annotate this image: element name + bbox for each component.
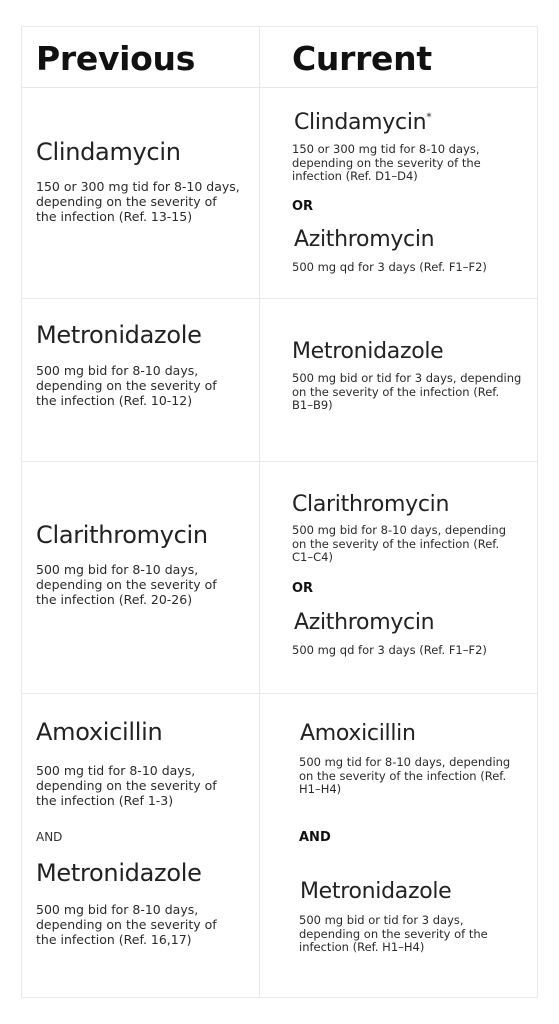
previous-cell <box>22 88 260 298</box>
drug-name: Metronidazole <box>36 321 202 349</box>
dosage-text: 500 mg bid for 8-10 days, depending on the severity of the infection (Ref. 10-12) <box>36 363 217 408</box>
comparison-table <box>21 26 538 998</box>
dosage-text: 150 or 300 mg tid for 8-10 days, depending on the severity of the infection (Ref. 13-15) <box>36 179 240 224</box>
footnote-mark: * <box>426 110 432 124</box>
drug-name: Azithromycin <box>294 610 435 635</box>
dosage-text: 500 mg bid or tid for 3 days, depending on the severity of the infection (Ref. H1–H4) <box>299 913 488 954</box>
header-row <box>22 27 537 88</box>
drug-name-text: Clindamycin <box>294 110 427 135</box>
drug-name: Clarithromycin <box>292 492 450 517</box>
current-cell <box>260 299 537 461</box>
conjunction-or: OR <box>292 581 314 596</box>
drug-name: Metronidazole <box>36 859 202 887</box>
current-cell <box>260 694 537 997</box>
dosage-text: 500 mg bid for 8-10 days, depending on the severity of the infection (Ref. 16,17) <box>36 902 217 947</box>
dosage-text: 500 mg qd for 3 days (Ref. F1–F2) <box>292 260 487 274</box>
drug-name: Clarithromycin <box>36 521 208 549</box>
conjunction-and: AND <box>36 830 63 844</box>
dosage-text: 500 mg bid for 8-10 days, depending on the severity of the infection (Ref. C1–C4) <box>292 523 507 564</box>
header-cell-current <box>260 27 537 87</box>
header-cell-previous <box>22 27 260 87</box>
drug-name <box>294 110 431 135</box>
table-row <box>22 299 537 462</box>
drug-name: Clindamycin <box>36 138 181 166</box>
drug-name: Metronidazole <box>300 879 452 904</box>
previous-cell <box>22 694 260 997</box>
dosage-text: 500 mg bid or tid for 3 days, depending on the severity of the infection (Ref. B1–B9) <box>292 371 522 412</box>
table-row <box>22 462 537 694</box>
previous-cell <box>22 299 260 461</box>
header-previous: Previous <box>36 39 196 78</box>
previous-cell <box>22 462 260 693</box>
conjunction-or: OR <box>292 199 314 214</box>
dosage-text: 500 mg qd for 3 days (Ref. F1–F2) <box>292 643 487 657</box>
dosage-text: 500 mg bid for 8-10 days, depending on the severity of the infection (Ref. 20-26) <box>36 562 217 607</box>
current-cell <box>260 462 537 693</box>
table-row <box>22 88 537 299</box>
dosage-text: 500 mg tid for 8-10 days, depending on the severity of the infection (Ref 1-3) <box>36 763 217 808</box>
drug-name: Azithromycin <box>294 227 435 252</box>
conjunction-and: AND <box>299 830 331 845</box>
drug-name: Amoxicillin <box>300 721 416 746</box>
drug-name: Amoxicillin <box>36 718 163 746</box>
table-row <box>22 694 537 997</box>
current-cell <box>260 88 537 298</box>
dosage-text: 500 mg tid for 8-10 days, depending on the severity of the infection (Ref. H1–H4) <box>299 755 511 796</box>
header-current: Current <box>292 39 432 78</box>
dosage-text: 150 or 300 mg tid for 8-10 days, depending on the severity of the infection (Ref. D1–D4) <box>292 142 481 183</box>
drug-name: Metronidazole <box>292 339 444 364</box>
